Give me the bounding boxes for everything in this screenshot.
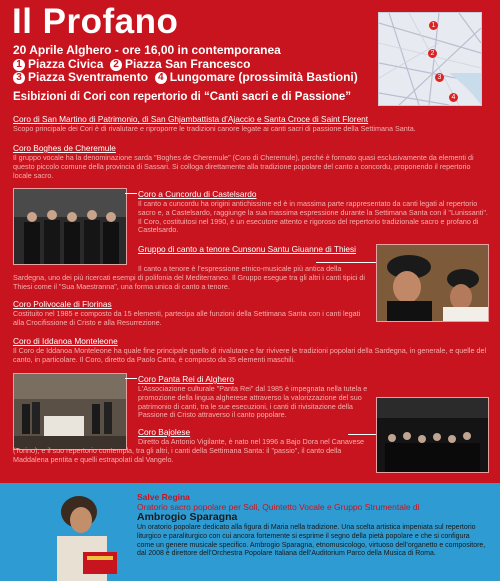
photo-image <box>377 398 488 472</box>
choir-description: Scopo principale dei Cori è di rivalutare e riproporre le tradizioni canore legate ai canti sacri di passione della Settimana Santa. <box>13 124 416 133</box>
artist-photo <box>43 490 123 581</box>
photo-image <box>14 189 126 264</box>
choir-name: Coro Bajolese <box>138 427 191 437</box>
connector-line <box>125 378 137 379</box>
choir-photo-thiesi <box>376 244 489 322</box>
salve-regina-title: Salve Regina <box>137 492 190 502</box>
map-marker-1: 1 <box>429 21 438 30</box>
map-marker-3: 3 <box>435 73 444 82</box>
connector-line <box>125 193 137 194</box>
photo-image <box>43 490 123 581</box>
choir-name: Coro Panta Rei di Alghero <box>138 374 234 384</box>
choir-name: Coro di Iddanoa Monteleone <box>13 336 118 346</box>
city-map <box>378 12 482 106</box>
choir-photo-bajolese <box>376 397 489 473</box>
location-number-4: 4 <box>155 72 167 84</box>
choir-cunsonu-thiesi <box>138 244 376 254</box>
choir-name: Gruppo di canto a tenore Cunsonu Santu Giuanne di Thiesi <box>138 244 357 254</box>
choir-boghes-de-cheremule <box>13 143 488 180</box>
choir-description: Costituito nel 1985 e composto da 15 elementi, partecipa alle funzioni della Settimana Santa con i canti legati alla Crocifissione di Cristo e alla Resurrezione. <box>13 309 361 327</box>
locations-row-2 <box>13 70 358 84</box>
choir-iddanoa-monteleone <box>13 336 488 365</box>
location-name-1: Piazza Civica <box>28 57 104 71</box>
choir-name: Coro a Cuncordu di Castelsardo <box>138 189 257 199</box>
location-name-2: Piazza San Francesco <box>125 57 251 71</box>
choir-description: Il Coro de Iddanoa Monteleone ha quale fine principale quello di rivalutare e far rivivere le tradizioni popolari della Sardegna, in generale, e quelle del canto, in particolare. Il Coro, diretto da Paolo Carta, è composto da 35 elementi maschili. <box>13 346 487 364</box>
choir-bajolese-text <box>13 437 373 464</box>
location-name-3: Piazza Sventramento <box>28 70 149 84</box>
choir-description: Il gruppo vocale ha la denominazione sarda "Boghes de Cheremule" (Coro di Cheremule), perché è formato quasi esclusivamente da elementi di questo piccolo comune della provincia di Sassari. Si colloga direttamente alla tradizione popolare del canto a concordu, proponendo il repertorio locale sacro. <box>13 153 474 180</box>
map-marker-2: 2 <box>428 49 437 58</box>
choir-name: Coro di San Martino di Patrimonio, di San Ghjambattista d’Ajaccio e Santa Croce di Saint Florent <box>13 114 369 124</box>
choir-san-martino <box>13 114 488 134</box>
poster-title: Il Profano <box>12 2 179 41</box>
location-name-4: Lungomare (prossimità Bastioni) <box>169 70 358 84</box>
choir-cunsonu-thiesi-text <box>13 264 373 291</box>
choir-polivocale-florinas <box>13 299 373 328</box>
photo-image <box>377 245 488 321</box>
location-number-1: 1 <box>13 59 25 71</box>
choir-description: L’Associazione culturale "Panta Rei" dal 1985 è impegnata nella tutela e promozione della lingua algherese attraverso la valorizzazione del suo patrimonio di canti, tra le sue esecuzioni, i canti di rivisitazione della Passione di Cristo attraverso il canto popolare. <box>138 384 368 420</box>
choir-cuncordu-castelsardo <box>138 189 488 235</box>
choir-photo-castelsardo <box>13 188 127 265</box>
choir-name: Coro Polivocale di Florinas <box>13 299 112 309</box>
choir-description: Diretto da Antonio Vigilante, è nato nel 1996 a Bajo Dora nel Canavese (Torino), e il suo repertorio contempla, tra gli altri, i canti della Settimana Santa: il "passio", il canto della Maddalena pentita e quelli estrapolati dal Vangelo. <box>13 437 365 464</box>
date-line: 20 Aprile Alghero - ore 16,00 in contemporanea <box>13 43 281 57</box>
connector-line <box>316 262 376 263</box>
choir-description: Il canto a tenore è l’espressione etnico-musicale più antica della Sardegna, uno dei più ricercati esempi di polifonia del Mediterraneo. Il Gruppo esegue tra gli altri i canti tipici di Thiesi come il "Sua Maestranna", una forma unica di canto a tenore. <box>13 264 365 291</box>
location-number-2: 2 <box>110 59 122 71</box>
salve-regina-subtitle: Oratorio sacro popolare per Soli, Quintetto Vocale e Gruppo Strumentale di <box>137 502 420 512</box>
artist-name: Ambrogio Sparagna <box>137 511 238 523</box>
locations-row-1 <box>13 57 250 71</box>
intro-heading: Esibizioni di Cori con repertorio di “Canti sacri e di Passione” <box>13 91 352 103</box>
map-marker-4: 4 <box>449 93 458 102</box>
salve-regina-description: Un oratorio popolare dedicato alla figura di Maria nella tradizione. Una scelta artistica impeniata sul repertorio liturgico e paraliturgico con cui ancora fortemente si esprime il segno della pietà popolare e che si configura come un genere musicale specifico. Ambrogio Sparagna, etnomusicologo, virtuoso dell’organetto e compositore, dal 2008 è direttore dell’Orchestra Popolare Italiana dell’Auditorium Parco della Musica di Roma. <box>137 524 486 558</box>
choir-name: Coro Boghes de Cheremule <box>13 143 116 153</box>
choir-bajolese <box>138 427 374 437</box>
location-number-3: 3 <box>13 72 25 84</box>
choir-panta-rei-alghero <box>138 374 374 420</box>
choir-description: Il canto a cuncordu ha origini antichissime ed è in massima parte rappresentato da canti legati al repertorio sacro e, a Castelsardo, raggiunge la sua massima espressione durante la Settimana Santa con il "Lunissanti". Il Coro, costituitosi nel 1990, è un esecutore attento e rigoroso del repertorio tradizionale sacro e profano di Castelsardo. <box>138 199 488 235</box>
